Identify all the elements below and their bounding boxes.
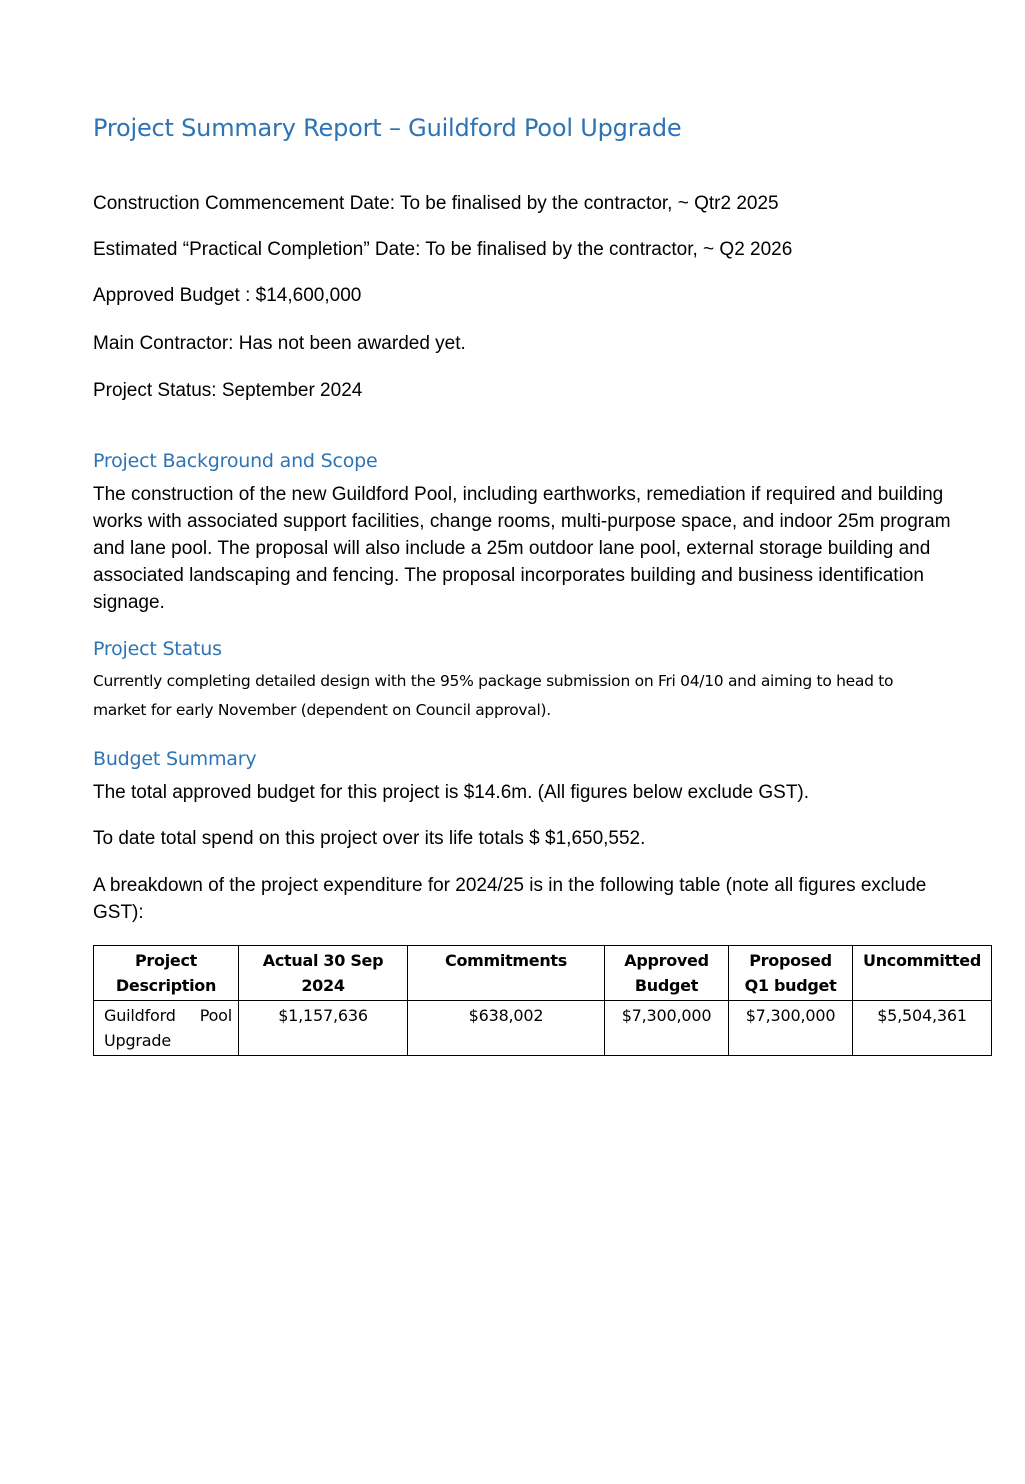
budget-table <box>93 945 992 1056</box>
status-text: Currently completing detailed design with the 95% package submission on Fri 04/10 and aiming to head to market for early November (dependent on Council approval). <box>93 672 894 719</box>
cell-uncommitted: $5,504,361 <box>853 1001 992 1056</box>
main-contractor: Main Contractor: Has not been awarded yet. <box>93 333 466 354</box>
breakdown-text: A breakdown of the project expenditure for 2024/25 is in the following table (note all figures exclude GST): <box>93 875 927 923</box>
cell-commitments: $638,002 <box>408 1001 605 1056</box>
commencement-date: Construction Commencement Date: To be finalised by the contractor, ~ Qtr2 2025 <box>93 193 779 214</box>
header-actual: Actual 30 Sep 2024 <box>239 946 408 1001</box>
header-proposed-budget: Proposed Q1 budget <box>729 946 853 1001</box>
project-status-date: Project Status: September 2024 <box>93 380 363 401</box>
budget-summary-heading: Budget Summary <box>93 748 257 770</box>
header-approved-budget: Approved Budget <box>605 946 729 1001</box>
cell-approved-budget: $7,300,000 <box>605 1001 729 1056</box>
status-heading: Project Status <box>93 638 222 660</box>
completion-date: Estimated “Practical Completion” Date: To be finalised by the contractor, ~ Q2 2026 <box>93 239 793 260</box>
table-header-row <box>94 946 992 1001</box>
header-uncommitted: Uncommitted <box>853 946 992 1001</box>
approved-budget: Approved Budget : $14,600,000 <box>93 285 362 306</box>
header-commitments: Commitments <box>408 946 605 1001</box>
cell-proposed-budget: $7,300,000 <box>729 1001 853 1056</box>
page-title: Project Summary Report – Guildford Pool Upgrade <box>93 114 682 142</box>
table-row <box>94 1001 992 1056</box>
background-heading: Project Background and Scope <box>93 450 378 472</box>
cell-project-description: Guildford Pool Upgrade <box>94 1001 239 1056</box>
cell-actual: $1,157,636 <box>239 1001 408 1056</box>
total-spend-text: To date total spend on this project over its life totals $ $1,650,552. <box>93 828 646 849</box>
total-budget-text: The total approved budget for this project is $14.6m. (All figures below exclude GST). <box>93 782 810 803</box>
background-text: The construction of the new Guildford Pool, including earthworks, remediation if required and building works with associated support facilities, change rooms, multi-purpose space, and indoor 25m program and lane pool. The proposal will also include a 25m outdoor lane pool, external storage building and associated landscaping and fencing. The proposal incorporates building and business identification signage. <box>93 484 951 613</box>
header-project-description: Project Description <box>94 946 239 1001</box>
